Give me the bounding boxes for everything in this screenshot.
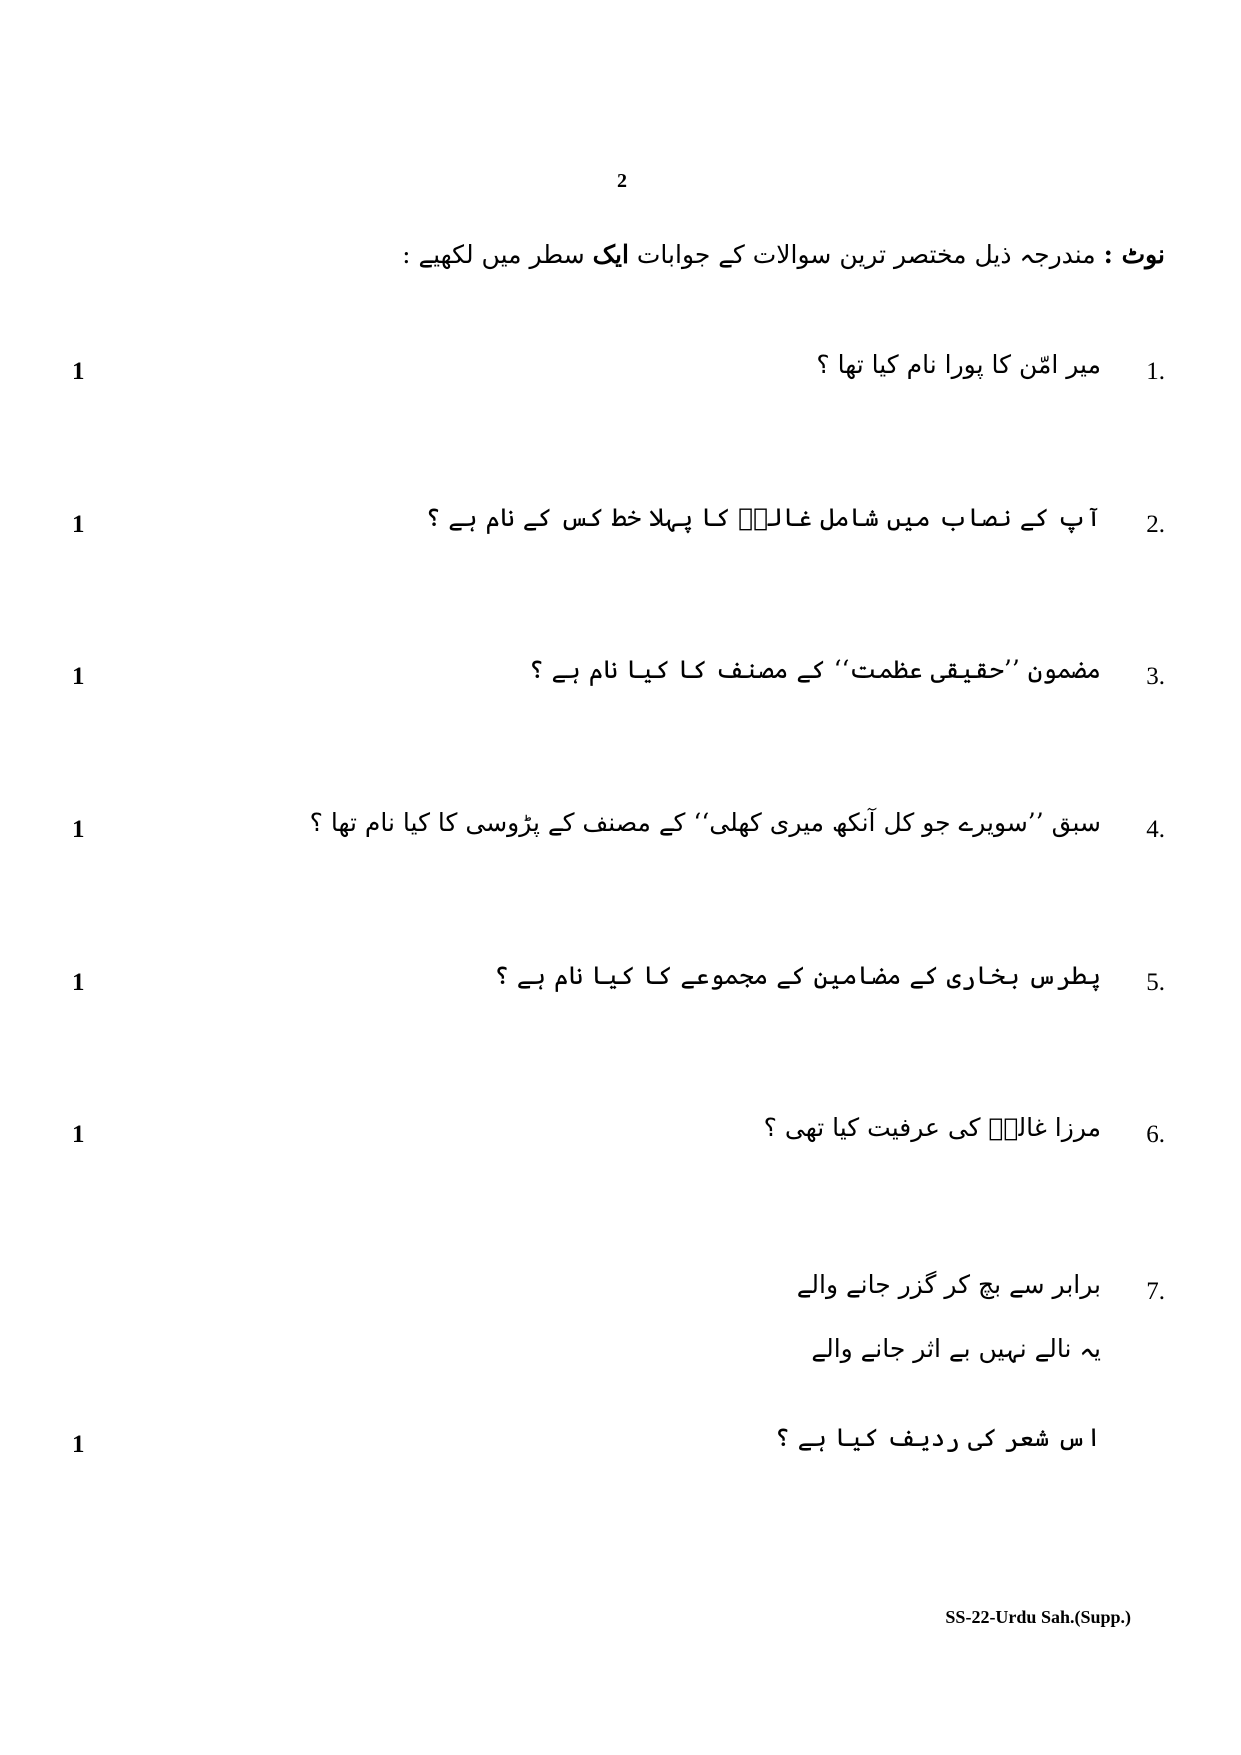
page-number: 2 <box>617 170 627 192</box>
note-label: نوٹ : <box>1103 240 1165 269</box>
question-text: آپ کے نصاب میں شامل غالبؔ کا پہلا خط کس کے نام ہے ؟ <box>425 503 1101 532</box>
question-marks: 1 <box>72 663 85 690</box>
footer-paper-code: SS-22-Urdu Sah.(Supp.) <box>945 1607 1131 1627</box>
question-4 <box>0 808 1241 868</box>
question-number: 3. <box>1146 663 1165 690</box>
question-number: 1. <box>1146 358 1165 385</box>
question-marks: 1 <box>72 969 85 996</box>
question-text: مضمون ’’حقیقی عظمت‘‘ کے مصنف کا کیا نام ہے ؟ <box>528 655 1101 684</box>
question-number: 7. <box>1146 1278 1165 1305</box>
question-marks: 1 <box>72 358 85 385</box>
note-text-before: مندرجہ ذیل مختصر ترین سوالات کے جوابات <box>628 240 1104 269</box>
question-6 <box>0 1113 1241 1173</box>
note-emphasis: ایک <box>592 240 629 269</box>
question-text: اس شعر کی ردیف کیا ہے ؟ <box>774 1423 1101 1452</box>
verse-line-1: برابر سے بچ کر گزر جانے والے <box>796 1270 1101 1299</box>
question-2 <box>0 503 1241 563</box>
question-marks: 1 <box>72 1121 85 1148</box>
question-1 <box>0 350 1241 410</box>
question-5 <box>0 961 1241 1021</box>
question-text: سبق ’’سویرے جو کل آنکھ میری کھلی‘‘ کے مصنف کے پڑوسی کا کیا نام تھا ؟ <box>309 808 1101 837</box>
question-3 <box>0 655 1241 715</box>
question-number: 5. <box>1146 969 1165 996</box>
question-number: 4. <box>1146 816 1165 843</box>
note-text-after: سطر میں لکھیے : <box>402 240 593 269</box>
instruction-note <box>402 240 1165 269</box>
verse-line-2: یہ نالے نہیں بے اثر جانے والے <box>811 1334 1101 1363</box>
question-text: پطرس بخاری کے مضامین کے مجموعے کا کیا نام ہے ؟ <box>494 961 1101 990</box>
question-marks: 1 <box>72 511 85 538</box>
question-number: 6. <box>1146 1121 1165 1148</box>
question-marks: 1 <box>72 816 85 843</box>
question-marks: 1 <box>72 1431 85 1458</box>
question-text: مرزا غالبؔ کی عرفیت کیا تھی ؟ <box>763 1113 1101 1142</box>
question-text: میر امّن کا پورا نام کیا تھا ؟ <box>816 350 1101 379</box>
question-number: 2. <box>1146 511 1165 538</box>
